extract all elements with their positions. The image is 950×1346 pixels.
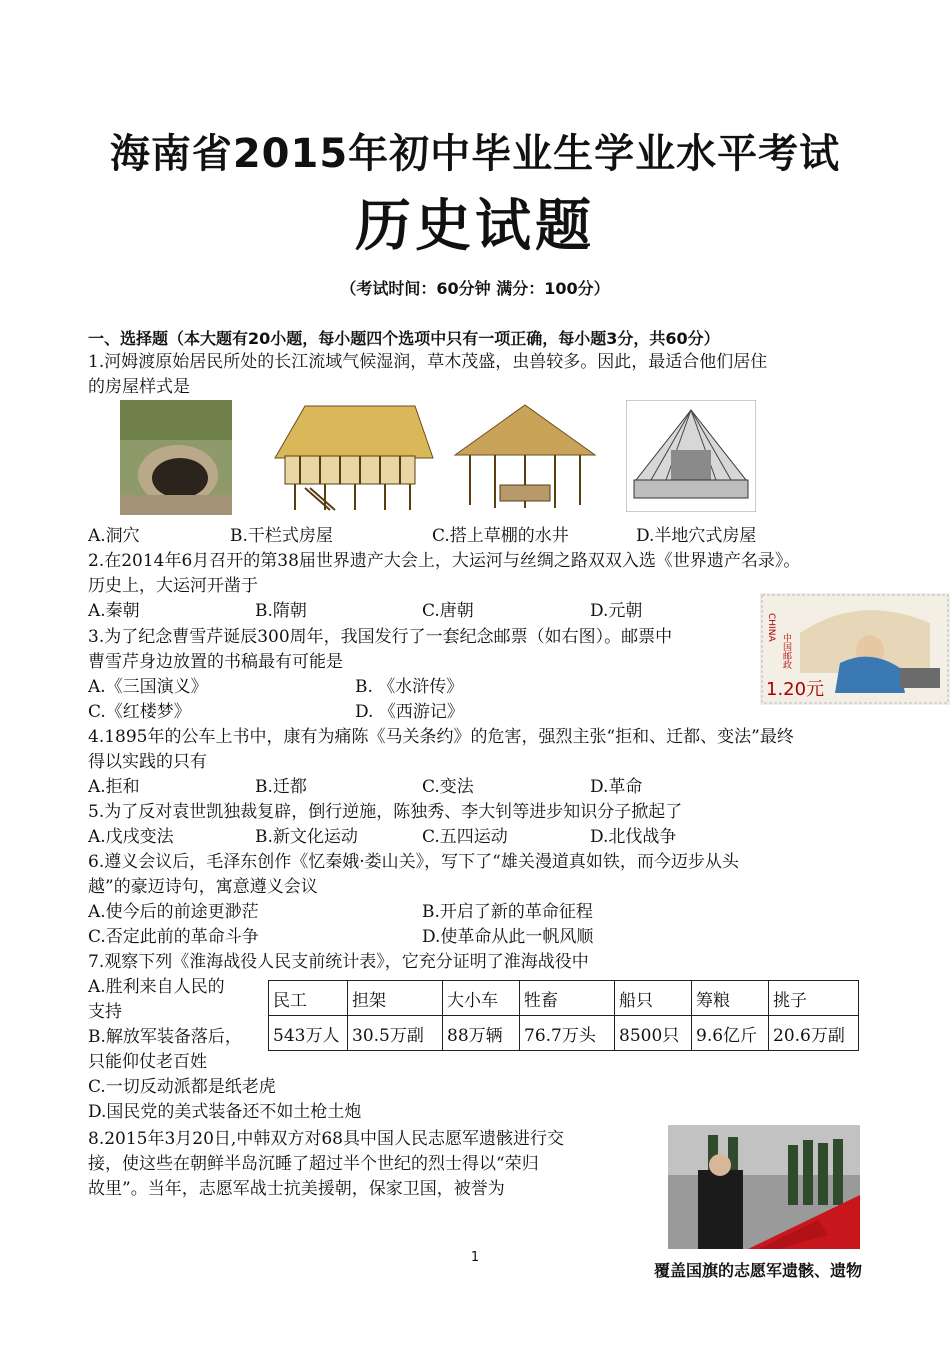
question-5-line-1: 5.为了反对袁世凯独裁复辟，倒行逆施，陈独秀、李大钊等进步知识分子掀起了 (88, 802, 683, 822)
table-cell: 8500只 (615, 1016, 692, 1051)
stamp-country: CHINA (766, 613, 776, 642)
table-cell: 543万人 (269, 1016, 348, 1051)
q7-option-a-line-2: 支持 (88, 1002, 122, 1022)
table-cell: 20.6万副 (769, 1016, 859, 1051)
question-8-line-2: 接，使这些在朝鲜半岛沉睡了超过半个世纪的烈士得以“荣归 (88, 1154, 539, 1174)
table-header-cell: 大小车 (443, 981, 520, 1016)
subject-title: 历史试题 (355, 194, 595, 259)
q7-option-a-line-1: A.胜利来自人民的 (88, 977, 225, 997)
q1-option-d: D.半地穴式房屋 (636, 526, 757, 546)
q5-option-c: C.五四运动 (422, 827, 508, 847)
question-3-line-1: 3.为了纪念曹雪芹诞辰300周年，我国发行了一套纪念邮票（如右图）。邮票中 (88, 627, 673, 647)
table-cell: 30.5万副 (348, 1016, 443, 1051)
question-6-line-2: 越”的豪迈诗句，寓意遵义会议 (88, 877, 318, 897)
q6-option-c: C.否定此前的革命斗争 (88, 927, 259, 947)
q2-option-a: A.秦朝 (88, 601, 140, 621)
question-1-line-1: 1.河姆渡原始居民所处的长江流域气候湿润，草木茂盛，虫兽较多。因此，最适合他们居住 (88, 352, 768, 372)
q7-option-d: D.国民党的美式装备还不如土枪土炮 (88, 1102, 362, 1122)
table-header-cell: 船只 (615, 981, 692, 1016)
q2-option-c: C.唐朝 (422, 601, 474, 621)
stamp-post: 中国邮政 (781, 633, 791, 669)
q7-option-c: C.一切反动派都是纸老虎 (88, 1077, 276, 1097)
q4-option-c: C.变法 (422, 777, 474, 797)
support-statistics-table (268, 980, 859, 1051)
question-4-line-1: 4.1895年的公车上书中，康有为痛陈《马关条约》的危害，强烈主张“拒和、迁都、变法”最终 (88, 727, 794, 747)
section-heading: 一、选择题（本大题有20小题，每小题四个选项中只有一项正确，每小题3分，共60分） (88, 329, 720, 348)
ceremony-photo (668, 1125, 860, 1249)
table-header-cell: 筹粮 (692, 981, 769, 1016)
q1-option-b: B.干栏式房屋 (230, 526, 333, 546)
question-8-line-1: 8.2015年3月20日,中韩双方对68具中国人民志愿军遗骸进行交 (88, 1129, 564, 1149)
thatched-well-image (450, 400, 600, 512)
photo-caption: 覆盖国旗的志愿军遗骸、遗物 (654, 1261, 863, 1280)
q2-option-d: D.元朝 (590, 601, 643, 621)
q7-option-b-line-2: 只能仰仗老百姓 (88, 1052, 207, 1072)
q5-option-d: D.北伐战争 (590, 827, 677, 847)
table-row (269, 1016, 859, 1051)
question-1-line-2: 的房屋样式是 (88, 377, 190, 397)
stamp-image (760, 593, 950, 705)
q3-option-c: C.《红楼梦》 (88, 702, 191, 722)
exam-title: 海南省2015年初中毕业生学业水平考试 (109, 131, 841, 177)
cave-image (120, 400, 232, 515)
question-8-line-3: 故里”。当年，志愿军战士抗美援朝，保家卫国，被誉为 (88, 1179, 505, 1199)
table-cell: 88万辆 (443, 1016, 520, 1051)
q7-option-b-line-1: B.解放军装备落后， (88, 1027, 242, 1047)
q3-option-b: B. 《水浒传》 (355, 677, 464, 697)
table-header-cell: 担架 (348, 981, 443, 1016)
exam-info: （考试时间：60分钟 满分：100分） (340, 279, 610, 298)
q6-option-a: A.使今后的前途更渺茫 (88, 902, 259, 922)
page-number: 1 (470, 1250, 480, 1265)
table-cell: 76.7万头 (520, 1016, 615, 1051)
question-7-line-1: 7.观察下列《淮海战役人民支前统计表》，它充分证明了淮海战役中 (88, 952, 589, 972)
table-header-cell: 牲畜 (520, 981, 615, 1016)
question-3-line-2: 曹雪芹身边放置的书稿最有可能是 (88, 652, 343, 672)
q3-option-a: A.《三国演义》 (88, 677, 208, 697)
table-header-cell: 挑子 (769, 981, 859, 1016)
semi-pit-house-image (626, 400, 756, 512)
question-6-line-1: 6.遵义会议后，毛泽东创作《忆秦娥·娄山关》，写下了“雄关漫道真如铁，而今迈步从头 (88, 852, 739, 872)
question-2-line-2: 历史上，大运河开凿于 (88, 576, 258, 596)
table-cell: 9.6亿斤 (692, 1016, 769, 1051)
q3-option-d: D. 《西游记》 (355, 702, 464, 722)
q4-option-a: A.拒和 (88, 777, 140, 797)
stilt-house-image (265, 398, 435, 513)
question-4-line-2: 得以实践的只有 (88, 752, 207, 772)
question-2-line-1: 2.在2014年6月召开的第38届世界遗产大会上，大运河与丝绸之路双双入选《世界遗产名录》。 (88, 551, 801, 571)
q1-option-a: A.洞穴 (88, 526, 140, 546)
stamp-value: 1.20元 (766, 679, 825, 700)
q4-option-d: D.革命 (590, 777, 643, 797)
q5-option-b: B.新文化运动 (255, 827, 358, 847)
q5-option-a: A.戊戌变法 (88, 827, 174, 847)
q6-option-b: B.开启了新的革命征程 (422, 902, 593, 922)
q2-option-b: B.隋朝 (255, 601, 307, 621)
q4-option-b: B.迁都 (255, 777, 307, 797)
table-header-row (269, 981, 859, 1016)
q6-option-d: D.使革命从此一帆风顺 (422, 927, 594, 947)
table-header-cell: 民工 (269, 981, 348, 1016)
q1-option-c: C.搭上草棚的水井 (432, 526, 569, 546)
